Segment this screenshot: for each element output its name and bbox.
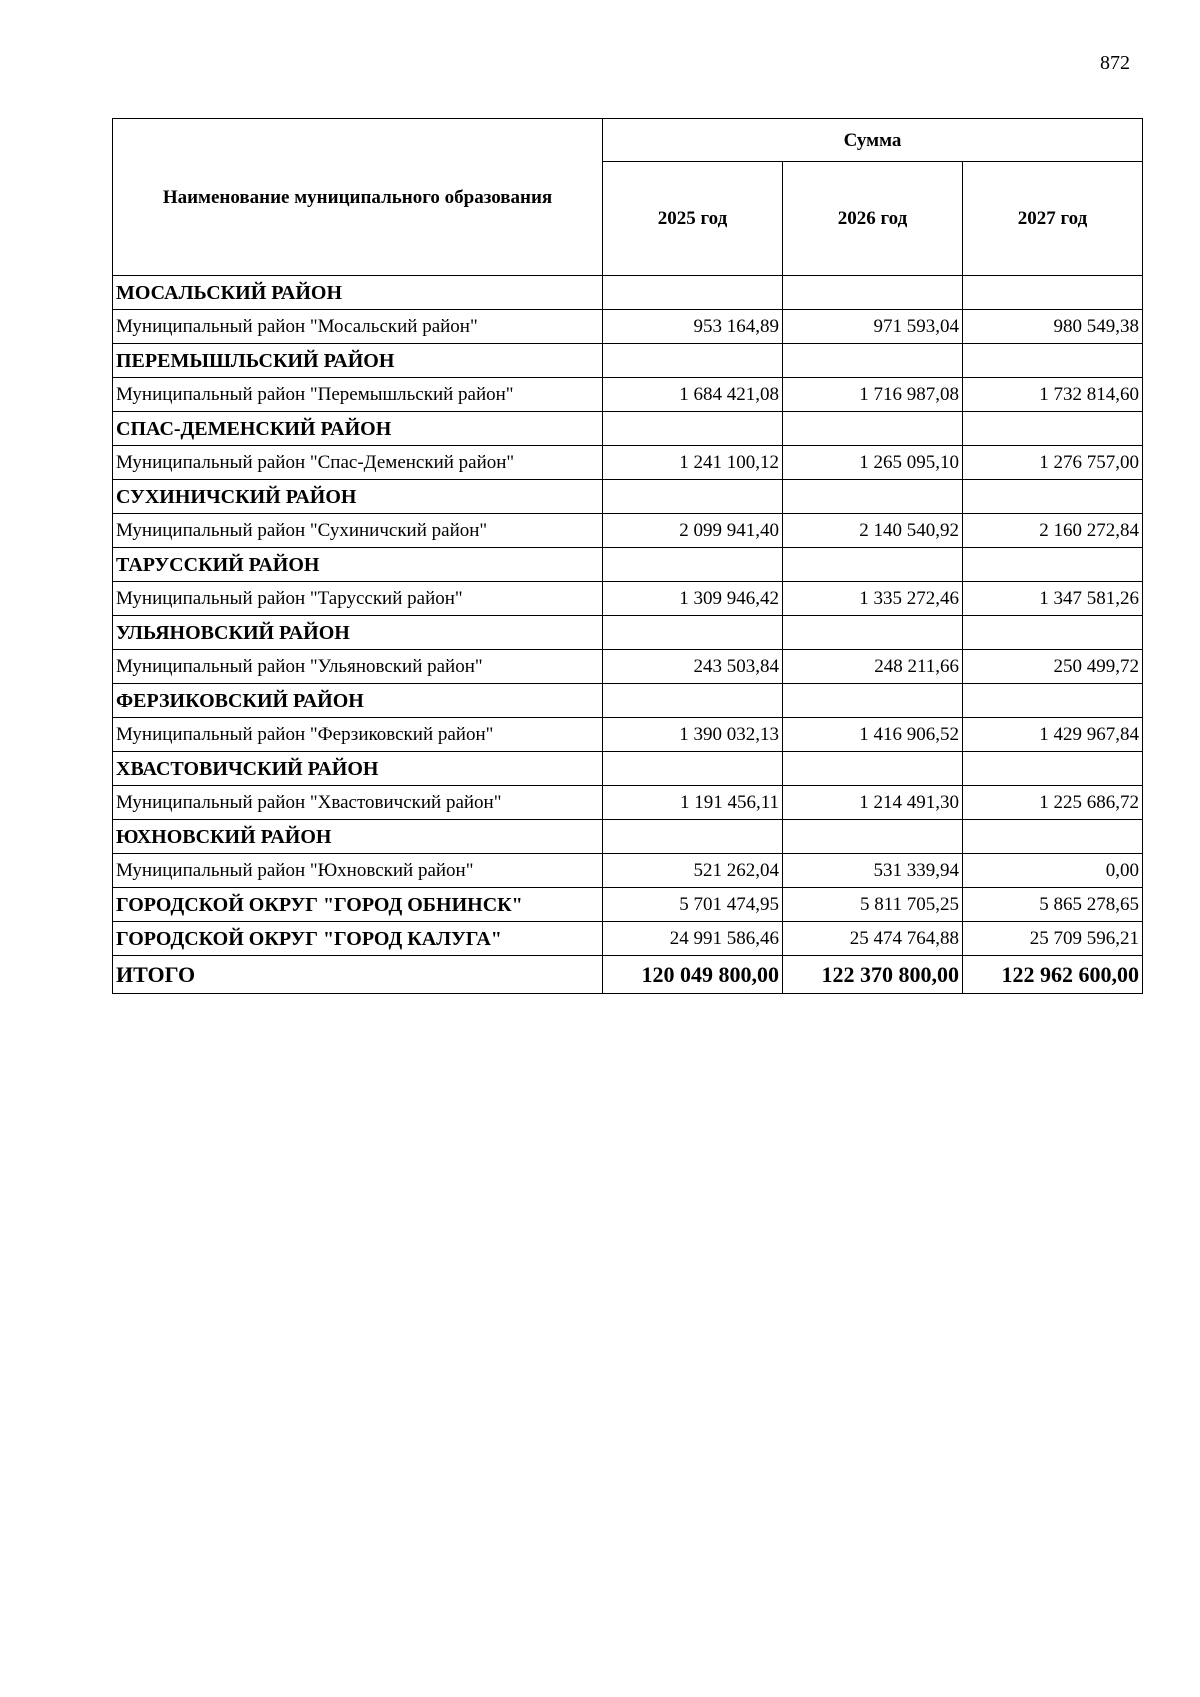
amount-cell-2027: 2 160 272,84 xyxy=(963,514,1143,548)
municipality-name-cell: Муниципальный район "Юхновский район" xyxy=(113,854,603,888)
amount-cell-2027 xyxy=(963,344,1143,378)
municipality-name-cell: Муниципальный район "Хвастовичский район" xyxy=(113,786,603,820)
amount-cell-2026 xyxy=(783,548,963,582)
amount-cell-2025: 2 099 941,40 xyxy=(603,514,783,548)
municipality-name-cell: Муниципальный район "Ульяновский район" xyxy=(113,650,603,684)
amount-cell-2026: 248 211,66 xyxy=(783,650,963,684)
amount-cell-2025: 1 684 421,08 xyxy=(603,378,783,412)
amount-cell-2026: 1 716 987,08 xyxy=(783,378,963,412)
district-header-row xyxy=(113,616,1143,650)
amount-cell-2025 xyxy=(603,412,783,446)
column-header-year-2027: 2027 год xyxy=(963,162,1143,276)
column-header-municipality: Наименование муниципального образования xyxy=(113,119,603,276)
amount-cell-2027 xyxy=(963,276,1143,310)
amount-cell-2026: 1 214 491,30 xyxy=(783,786,963,820)
district-header-row xyxy=(113,480,1143,514)
municipality-name-cell: СПАС-ДЕМЕНСКИЙ РАЙОН xyxy=(113,412,603,446)
table-row xyxy=(113,310,1143,344)
amount-cell-2025 xyxy=(603,684,783,718)
total-row xyxy=(113,956,1143,994)
amount-cell-2025 xyxy=(603,276,783,310)
table-row xyxy=(113,378,1143,412)
amount-cell-2027: 25 709 596,21 xyxy=(963,922,1143,956)
amount-cell-2026: 25 474 764,88 xyxy=(783,922,963,956)
amount-cell-2026: 531 339,94 xyxy=(783,854,963,888)
district-header-row xyxy=(113,344,1143,378)
amount-cell-2027: 1 429 967,84 xyxy=(963,718,1143,752)
table-body xyxy=(113,276,1143,994)
table-row xyxy=(113,582,1143,616)
table-row xyxy=(113,854,1143,888)
amount-cell-2027 xyxy=(963,548,1143,582)
table-row xyxy=(113,786,1143,820)
amount-cell-2027: 5 865 278,65 xyxy=(963,888,1143,922)
amount-cell-2026 xyxy=(783,616,963,650)
amount-cell-2025: 1 241 100,12 xyxy=(603,446,783,480)
municipality-name-cell: ФЕРЗИКОВСКИЙ РАЙОН xyxy=(113,684,603,718)
amount-cell-2026: 1 416 906,52 xyxy=(783,718,963,752)
amount-cell-2025 xyxy=(603,344,783,378)
amount-cell-2025 xyxy=(603,480,783,514)
municipality-name-cell: Муниципальный район "Перемышльский район" xyxy=(113,378,603,412)
column-header-year-2025: 2025 год xyxy=(603,162,783,276)
amount-cell-2027 xyxy=(963,480,1143,514)
amount-cell-2027 xyxy=(963,412,1143,446)
district-header-row xyxy=(113,820,1143,854)
municipality-name-cell: ПЕРЕМЫШЛЬСКИЙ РАЙОН xyxy=(113,344,603,378)
amount-cell-2026 xyxy=(783,480,963,514)
municipality-name-cell: Муниципальный район "Мосальский район" xyxy=(113,310,603,344)
municipality-name-cell: ГОРОДСКОЙ ОКРУГ "ГОРОД КАЛУГА" xyxy=(113,922,603,956)
amount-cell-2026 xyxy=(783,820,963,854)
table-row xyxy=(113,446,1143,480)
amount-cell-2025: 1 191 456,11 xyxy=(603,786,783,820)
amount-cell-2027 xyxy=(963,820,1143,854)
district-header-row xyxy=(113,684,1143,718)
amount-cell-2026 xyxy=(783,276,963,310)
amount-cell-2027: 250 499,72 xyxy=(963,650,1143,684)
amount-cell-2025: 953 164,89 xyxy=(603,310,783,344)
table-row xyxy=(113,718,1143,752)
municipality-name-cell: ТАРУССКИЙ РАЙОН xyxy=(113,548,603,582)
amount-cell-2027: 122 962 600,00 xyxy=(963,956,1143,994)
amount-cell-2026: 5 811 705,25 xyxy=(783,888,963,922)
amount-cell-2025: 521 262,04 xyxy=(603,854,783,888)
district-header-row xyxy=(113,412,1143,446)
amount-cell-2027: 1 276 757,00 xyxy=(963,446,1143,480)
municipality-name-cell: ХВАСТОВИЧСКИЙ РАЙОН xyxy=(113,752,603,786)
amount-cell-2027 xyxy=(963,752,1143,786)
table-row xyxy=(113,922,1143,956)
municipality-name-cell: Муниципальный район "Ферзиковский район" xyxy=(113,718,603,752)
amount-cell-2025 xyxy=(603,548,783,582)
budget-table xyxy=(112,118,1143,994)
municipality-name-cell: ГОРОДСКОЙ ОКРУГ "ГОРОД ОБНИНСК" xyxy=(113,888,603,922)
page-number: 872 xyxy=(1100,52,1130,74)
district-header-row xyxy=(113,548,1143,582)
column-header-sum: Сумма xyxy=(603,119,1143,162)
amount-cell-2025: 243 503,84 xyxy=(603,650,783,684)
amount-cell-2027: 980 549,38 xyxy=(963,310,1143,344)
amount-cell-2025: 120 049 800,00 xyxy=(603,956,783,994)
amount-cell-2026: 971 593,04 xyxy=(783,310,963,344)
municipality-name-cell: Муниципальный район "Тарусский район" xyxy=(113,582,603,616)
municipality-name-cell: СУХИНИЧСКИЙ РАЙОН xyxy=(113,480,603,514)
amount-cell-2027: 1 225 686,72 xyxy=(963,786,1143,820)
amount-cell-2027: 1 347 581,26 xyxy=(963,582,1143,616)
amount-cell-2026 xyxy=(783,412,963,446)
amount-cell-2026 xyxy=(783,684,963,718)
amount-cell-2025: 24 991 586,46 xyxy=(603,922,783,956)
district-header-row xyxy=(113,752,1143,786)
municipality-name-cell: МОСАЛЬСКИЙ РАЙОН xyxy=(113,276,603,310)
amount-cell-2027: 1 732 814,60 xyxy=(963,378,1143,412)
amount-cell-2026 xyxy=(783,752,963,786)
table-row xyxy=(113,888,1143,922)
municipality-name-cell: Муниципальный район "Спас-Деменский район" xyxy=(113,446,603,480)
column-header-year-2026: 2026 год xyxy=(783,162,963,276)
amount-cell-2026: 1 335 272,46 xyxy=(783,582,963,616)
amount-cell-2026: 2 140 540,92 xyxy=(783,514,963,548)
amount-cell-2025: 5 701 474,95 xyxy=(603,888,783,922)
amount-cell-2025: 1 390 032,13 xyxy=(603,718,783,752)
amount-cell-2027 xyxy=(963,616,1143,650)
amount-cell-2027 xyxy=(963,684,1143,718)
amount-cell-2025 xyxy=(603,616,783,650)
district-header-row xyxy=(113,276,1143,310)
table-row xyxy=(113,514,1143,548)
amount-cell-2025 xyxy=(603,820,783,854)
amount-cell-2026: 122 370 800,00 xyxy=(783,956,963,994)
municipality-name-cell: УЛЬЯНОВСКИЙ РАЙОН xyxy=(113,616,603,650)
municipality-name-cell: ЮХНОВСКИЙ РАЙОН xyxy=(113,820,603,854)
amount-cell-2026 xyxy=(783,344,963,378)
amount-cell-2025 xyxy=(603,752,783,786)
amount-cell-2027: 0,00 xyxy=(963,854,1143,888)
total-label: ИТОГО xyxy=(113,956,603,994)
amount-cell-2025: 1 309 946,42 xyxy=(603,582,783,616)
municipality-name-cell: Муниципальный район "Сухиничский район" xyxy=(113,514,603,548)
table-row xyxy=(113,650,1143,684)
amount-cell-2026: 1 265 095,10 xyxy=(783,446,963,480)
